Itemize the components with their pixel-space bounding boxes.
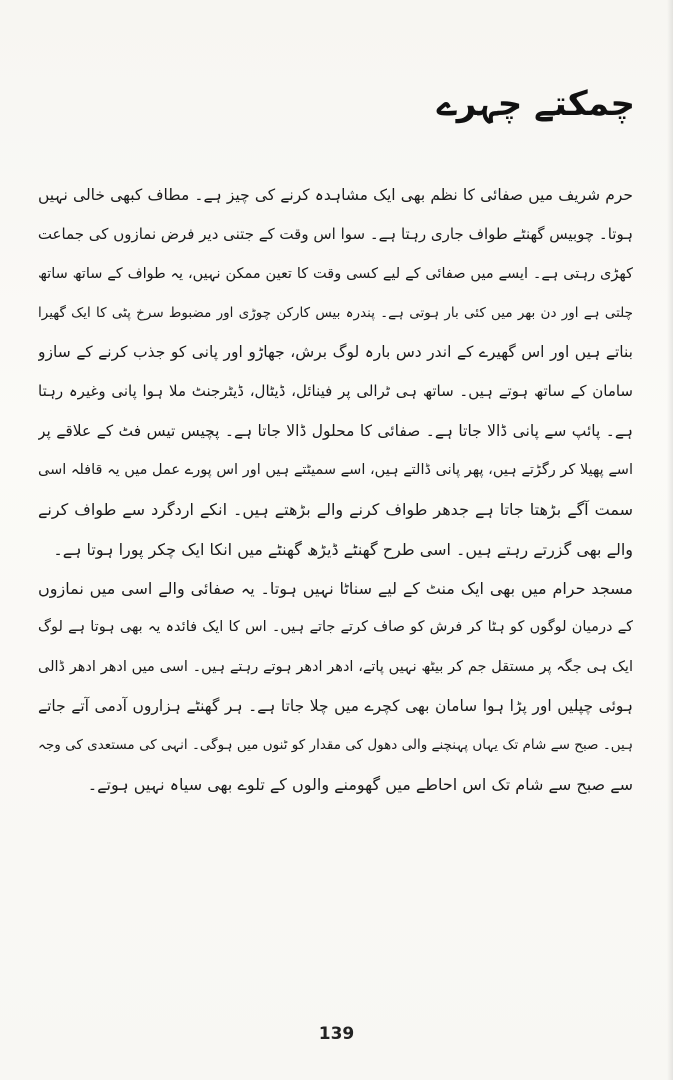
text-line: کے درمیان لوگوں کو ہٹا کر فرش کو صاف کرتے جاتے ہیں۔ اس کا ایک فائدہ یہ بھی ہوتا ہے لوگ [38, 619, 633, 636]
text-line: سمت آگے بڑھتا جاتا ہے جدھر طواف کرنے والے بڑھتے ہیں۔ انکے اردگرد سے طواف کرنے [38, 500, 633, 520]
text-line: ہیں۔ صبح سے شام تک یہاں پہنچنے والی دھول کی مقدار کو ٹنوں میں ہوگی۔ انہی کی مستعدی کی وجہ [38, 737, 633, 754]
page-number: 139 [318, 1024, 355, 1044]
text-line: والے بھی گزرتے رہتے ہیں۔ اسی طرح گھنٹے ڈیڑھ گھنٹے میں انکا ایک چکر پورا ہوتا ہے۔ [53, 539, 633, 559]
text-line: ہے۔ پائپ سے پانی ڈالا جاتا ہے۔ صفائی کا محلول ڈالا جاتا ہے۔ پچیس تیس فٹ کے علاقے پر [38, 421, 633, 440]
text-line: حرم شریف میں صفائی کا نظم بھی ایک مشاہدہ کرنے کی چیز ہے۔ مطاف کبھی خالی نہیں [38, 186, 633, 204]
text-line: بناتے ہیں اور اس گھیرے کے اندر دس بارہ لوگ برش، جھاڑو اور پانی کو جذب کرنے کے سازو [38, 343, 633, 362]
text-line: مسجد حرام میں بھی ایک منٹ کے لیے سناٹا نہیں ہوتا۔ یہ صفائی والے اسی میں نمازوں [38, 578, 633, 598]
text-line: ایک ہی جگہ پر مستقل جم کر بیٹھ نہیں پاتے، ادھر ادھر ہوتے رہتے ہیں۔ اسی میں ادھر ادھر ڈالی [38, 658, 633, 675]
text-line: سامان کے ساتھ ہوتے ہیں۔ ساتھ ہی ٹرالی پر فینائل، ڈیٹال، ڈیٹرجنٹ ملا ہوا پانی وغیرہ رہتا [38, 382, 633, 401]
body-text [38, 176, 633, 805]
text-line: ہوتا۔ چوبیس گھنٹے طواف جاری رہتا ہے۔ سوا اس وقت کے جتنی دیر فرض نمازوں کی جماعت [38, 225, 633, 244]
text-line: چلتی ہے اور دن بھر میں کئی بار ہوتی ہے۔ پندرہ بیس کارکن چوڑی اور مضبوط سرخ پٹی کا ایک گھیرا [38, 304, 633, 321]
text-line: کھڑی رہتی ہے۔ ایسے میں صفائی کے لیے کسی وقت کا تعین ممکن نہیں، یہ طواف کے ساتھ ساتھ [38, 265, 633, 282]
page-heading: چمکتے چہرے [436, 84, 635, 124]
text-line: اسے پھیلا کر رگڑتے ہیں، پھر پانی ڈالتے ہیں، اسے سمیٹتے ہیں اور اس پورے عمل میں یہ قافلہ اسی [38, 462, 633, 479]
text-line: ہوئی چپلیں اور پڑا ہوا سامان بھی کچرے میں چلا جاتا ہے۔ ہر گھنٹے ہزاروں آدمی آتے جاتے [38, 696, 633, 715]
text-line: سے صبح سے شام تک اس احاطے میں گھومنے والوں کے تلوے بھی سیاہ نہیں ہوتے۔ [87, 775, 633, 795]
page-edge-shadow [667, 0, 673, 1080]
paragraph-2 [38, 569, 633, 805]
paragraph-1 [38, 176, 633, 569]
